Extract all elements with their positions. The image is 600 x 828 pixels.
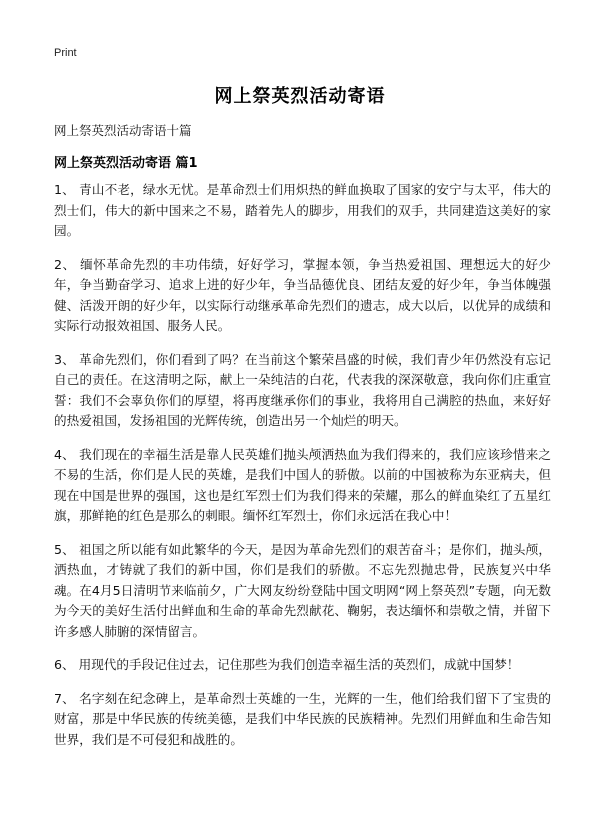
section-heading: 网上祭英烈活动寄语 篇1 [54,156,198,171]
print-label[interactable]: Print [54,47,77,59]
document-title: 网上祭英烈活动寄语 [214,86,386,107]
paragraph-2: 2、 缅怀革命先烈的丰功伟绩，好好学习，掌握本领，争当热爱祖国、理想远大的好少年，争当勤奋学习、追求上进的好少年，争当品德优良、团结友爱的好少年，争当体魄强健、活泼开朗的好少年，以实际行动继承革命先烈们的遗志，成大以后，以优异的成绩和实际行动报效祖国、服务人民。 [54,256,551,333]
document-subtitle: 网上祭英烈活动寄语十篇 [54,123,192,138]
paragraph-6: 6、 用现代的手段记住过去，记住那些为我们创造幸福生活的英烈们，成就中国梦！ [54,657,520,672]
document-body [54,180,551,763]
paragraph-4: 4、 我们现在的幸福生活是靠人民英雄们抛头颅洒热血为我们得来的，我们应该珍惜来之不易的生活，你们是人民的英雄，是我们中国人的骄傲。以前的中国被称为东亚病夫，但现在中国是世界的强国，这也是红军烈士们为我们得来的荣耀，那么的鲜血染红了五星红旗，那鲜艳的红色是那么的刺眼。缅怀红军烈士，你们永远活在我心中！ [54,446,551,523]
paragraph-3: 3、 革命先烈们，你们看到了吗？在当前这个繁荣昌盛的时候，我们青少年仍然没有忘记自己的责任。在这清明之际，献上一朵纯洁的白花，代表我的深深敬意，我向你们庄重宣誓：我们不会辜负你们的厚望，将再度继承你们的事业，我将用自己满腔的热血，来好好的热爱祖国，发扬祖国的光辉传统，创造出另一个灿烂的明天。 [54,351,551,428]
paragraph-7: 7、 名字刻在纪念碑上，是革命烈士英雄的一生，光辉的一生，他们给我们留下了宝贵的财富，那是中华民族的传统美德，是我们中华民族的民族精神。先烈们用鲜血和生命告知世界，我们是不可侵犯和战胜的。 [54,690,551,747]
paragraph-5: 5、 祖国之所以能有如此繁华的今天，是因为革命先烈们的艰苦奋斗；是你们，抛头颅，洒热血，才铸就了我们的新中国，你们是我们的骄傲。不忘先烈抛忠骨，民族复兴中华魂。在4月5日清明节来临前夕，广大网友纷纷登陆中国文明网“网上祭英烈”专题，向无数为今天的美好生活付出鲜血和生命的革命先烈献花、鞠躬，表达缅怀和崇敬之情，并留下许多感人肺腑的深情留言。 [54,541,551,639]
paragraph-1: 1、 青山不老，绿水无忧。是革命烈士们用炽热的鲜血换取了国家的安宁与太平，伟大的烈士们，伟大的新中国来之不易，踏着先人的脚步，用我们的双手，共同建造这美好的家园。 [54,182,551,238]
